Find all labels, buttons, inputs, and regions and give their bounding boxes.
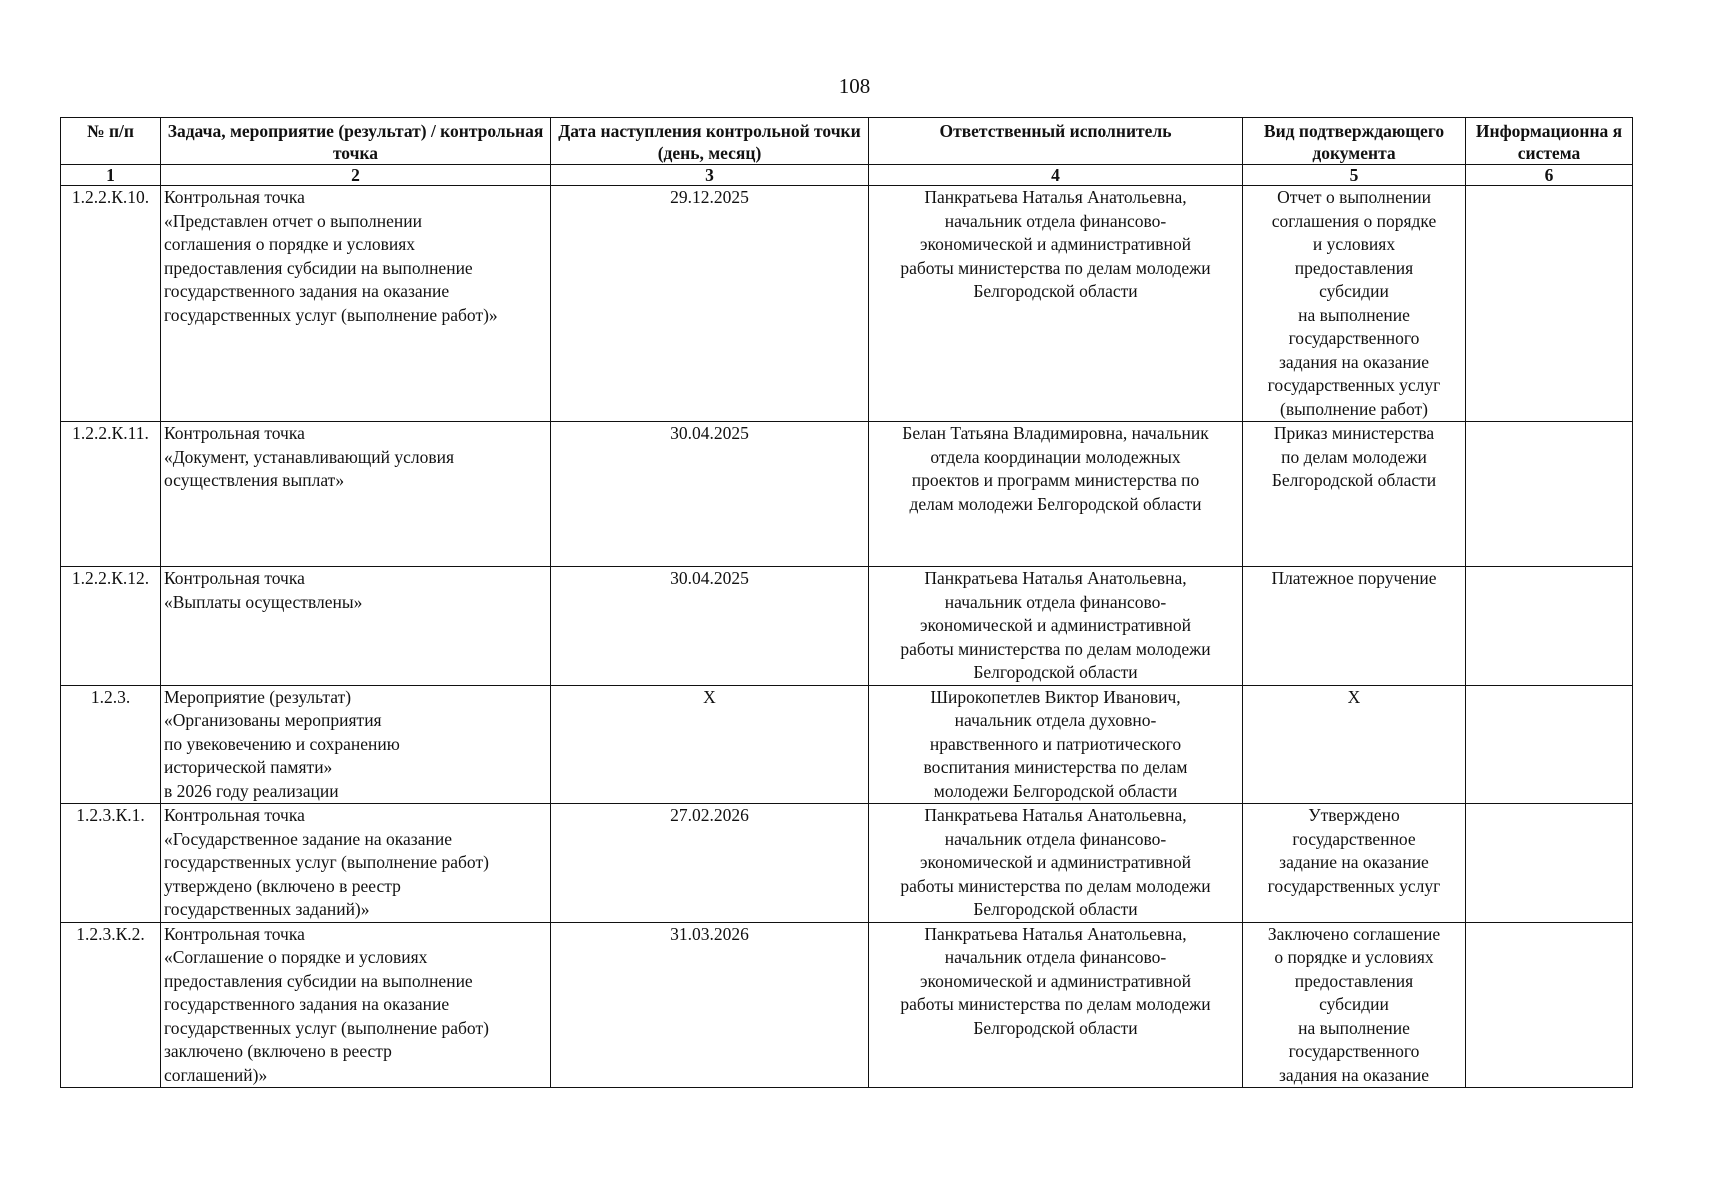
row-date: 29.12.2025 (551, 186, 869, 422)
row-document-line: субсидии (1319, 281, 1389, 301)
row-task-line: «Документ, устанавливающий условия (164, 446, 455, 467)
row-document-line: задания на оказание (1279, 351, 1429, 372)
row-document-line: предоставления (1294, 257, 1414, 278)
row-responsible-line: Широкопетлев Виктор Иванович, (930, 686, 1181, 707)
row-responsible-line: работы министерства по делам молодежи (900, 638, 1211, 659)
column-number: 3 (551, 165, 869, 186)
row-task (161, 186, 551, 422)
row-document-line: субсидии (1319, 994, 1389, 1014)
table-row (61, 922, 1633, 1088)
row-system (1466, 922, 1633, 1088)
row-document-line: Х (1347, 686, 1361, 707)
column-number: 5 (1243, 165, 1466, 186)
column-numbers-row (61, 165, 1633, 186)
row-responsible-line: Белгородской области (973, 899, 1138, 919)
row-document-line: Платежное поручение (1271, 568, 1437, 588)
row-task-line: «Соглашение о порядке и условиях (164, 947, 428, 967)
control-points-table (60, 117, 1633, 1088)
row-task-line: государственных заданий)» (164, 899, 370, 919)
row-date: 30.04.2025 (551, 422, 869, 567)
row-task-line: осуществления выплат» (164, 470, 345, 490)
row-responsible (869, 685, 1243, 804)
row-responsible (869, 922, 1243, 1088)
row-task-line: Контрольная точка (164, 187, 305, 207)
row-task-line: Контрольная точка (164, 923, 305, 944)
row-document-line: Утверждено (1308, 805, 1400, 825)
row-task-line: «Государственное задание на оказание (164, 828, 452, 849)
row-task-line: предоставления субсидии на выполнение (164, 257, 473, 278)
row-task (161, 567, 551, 686)
row-task (161, 922, 551, 1088)
row-responsible (869, 186, 1243, 422)
row-document-line: задание на оказание (1279, 852, 1429, 872)
row-date: 27.02.2026 (551, 804, 869, 923)
row-responsible-line: делам молодежи Белгородской области (909, 493, 1202, 514)
row-system (1466, 804, 1633, 923)
row-document-line: государственного (1288, 328, 1420, 348)
header-number: № п/п (61, 118, 161, 165)
row-task-line: государственных услуг (выполнение работ)» (164, 304, 498, 325)
column-number: 1 (61, 165, 161, 186)
row-task-line: соглашения о порядке и условиях (164, 234, 416, 254)
row-task-line: государственных услуг (выполнение работ) (164, 1017, 489, 1038)
row-responsible-line: начальник отдела финансово- (944, 210, 1167, 231)
row-date: 30.04.2025 (551, 567, 869, 686)
row-task-line: в 2026 году реализации (164, 780, 339, 801)
row-responsible-line: Белгородской области (973, 662, 1138, 682)
row-task-line: государственного задания на оказание (164, 281, 450, 301)
row-document-line: на выполнение (1298, 304, 1410, 325)
row-responsible-line: Панкратьева Наталья Анатольевна, (924, 805, 1187, 825)
row-responsible-line: Белан Татьяна Владимировна, начальник (902, 423, 1209, 443)
row-document-line: по делам молодежи (1281, 446, 1427, 467)
row-document (1243, 422, 1466, 567)
row-task (161, 804, 551, 923)
row-responsible-line: начальник отдела финансово- (944, 828, 1167, 849)
row-document-line: соглашения о порядке (1271, 210, 1437, 231)
row-responsible-line: работы министерства по делам молодежи (900, 875, 1211, 896)
row-document-line: государственных услуг (1267, 375, 1441, 395)
row-document-line: Заключено соглашение (1267, 923, 1441, 944)
row-responsible-line: Белгородской области (973, 281, 1138, 301)
row-document (1243, 685, 1466, 804)
row-responsible (869, 422, 1243, 567)
row-responsible-line: начальник отдела финансово- (944, 947, 1167, 967)
row-number: 1.2.3.К.1. (61, 804, 161, 923)
row-responsible-line: начальник отдела духовно- (954, 710, 1157, 730)
column-number: 6 (1466, 165, 1633, 186)
row-responsible-line: экономической и административной (919, 234, 1191, 254)
row-system (1466, 567, 1633, 686)
column-number: 2 (161, 165, 551, 186)
table-row (61, 685, 1633, 804)
row-document-line: государственных услуг (1267, 875, 1441, 896)
row-document-line: Приказ министерства (1273, 423, 1435, 443)
header-document: Вид подтверждающего документа (1243, 118, 1466, 165)
row-responsible-line: начальник отдела финансово- (944, 591, 1167, 612)
row-task-line: «Представлен отчет о выполнении (164, 210, 422, 231)
row-responsible-line: проектов и программ министерства по (911, 470, 1200, 490)
row-date: Х (551, 685, 869, 804)
row-document (1243, 804, 1466, 923)
row-document (1243, 922, 1466, 1088)
table-header-row (61, 118, 1633, 165)
row-document-line: задания на оказание (1279, 1064, 1429, 1085)
row-responsible-line: работы министерства по делам молодежи (900, 994, 1211, 1014)
row-responsible-line: экономической и административной (919, 970, 1191, 991)
row-responsible-line: молодежи Белгородской области (933, 780, 1178, 801)
row-task-line: Контрольная точка (164, 423, 305, 443)
row-date: 31.03.2026 (551, 922, 869, 1088)
header-responsible: Ответственный исполнитель (869, 118, 1243, 165)
row-document (1243, 186, 1466, 422)
row-document-line: о порядке и условиях (1274, 947, 1434, 967)
row-document-line: (выполнение работ) (1280, 398, 1428, 419)
row-responsible-line: воспитания министерства по делам (923, 757, 1188, 777)
row-task-line: утверждено (включено в реестр (164, 875, 401, 896)
row-number: 1.2.2.К.11. (61, 422, 161, 567)
table-row (61, 804, 1633, 923)
table-body (61, 186, 1633, 1088)
row-task-line: по увековечению и сохранению (164, 733, 400, 754)
row-document-line: Отчет о выполнении (1277, 187, 1431, 207)
row-task (161, 422, 551, 567)
header-task: Задача, мероприятие (результат) / контрольная точка (161, 118, 551, 165)
row-number: 1.2.2.К.10. (61, 186, 161, 422)
row-responsible-line: отдела координации молодежных (930, 446, 1181, 467)
row-responsible (869, 567, 1243, 686)
row-task-line: государственного задания на оказание (164, 994, 450, 1014)
row-system (1466, 685, 1633, 804)
row-task-line: предоставления субсидии на выполнение (164, 970, 473, 991)
table-row (61, 186, 1633, 422)
row-task-line: исторической памяти» (164, 757, 333, 777)
row-task-line: «Организованы мероприятия (164, 710, 382, 730)
page-number: 108 (838, 74, 871, 98)
row-task-line: Контрольная точка (164, 568, 305, 588)
row-system (1466, 186, 1633, 422)
row-document-line: и условиях (1312, 234, 1396, 254)
row-document-line: Белгородской области (1271, 470, 1437, 490)
row-task-line: государственных услуг (выполнение работ) (164, 852, 489, 872)
row-task (161, 685, 551, 804)
row-responsible-line: Панкратьева Наталья Анатольевна, (924, 923, 1187, 944)
table-row (61, 422, 1633, 567)
row-task-line: соглашений)» (164, 1064, 268, 1085)
row-responsible-line: Белгородской области (973, 1017, 1138, 1038)
row-responsible-line: работы министерства по делам молодежи (900, 257, 1211, 278)
row-responsible-line: нравственного и патриотического (929, 733, 1182, 754)
row-responsible-line: Панкратьева Наталья Анатольевна, (924, 187, 1187, 207)
row-document-line: государственного (1288, 1041, 1420, 1061)
row-document-line: государственное (1292, 828, 1416, 849)
row-number: 1.2.3.К.2. (61, 922, 161, 1088)
row-task-line: Контрольная точка (164, 805, 305, 825)
table-row (61, 567, 1633, 686)
row-responsible-line: экономической и административной (919, 852, 1191, 872)
row-document-line: на выполнение (1298, 1017, 1410, 1038)
row-responsible (869, 804, 1243, 923)
row-task-line: «Выплаты осуществлены» (164, 591, 363, 612)
row-responsible-line: экономической и административной (919, 615, 1191, 635)
row-task-line: заключено (включено в реестр (164, 1041, 392, 1061)
row-number: 1.2.3. (61, 685, 161, 804)
row-document-line: предоставления (1294, 970, 1414, 991)
column-number: 4 (869, 165, 1243, 186)
header-date: Дата наступления контрольной точки (день, месяц) (551, 118, 869, 165)
row-task-line: Мероприятие (результат) (164, 686, 352, 707)
row-number: 1.2.2.К.12. (61, 567, 161, 686)
row-responsible-line: Панкратьева Наталья Анатольевна, (924, 568, 1187, 588)
header-system: Информационна я система (1466, 118, 1633, 165)
row-system (1466, 422, 1633, 567)
row-document (1243, 567, 1466, 686)
